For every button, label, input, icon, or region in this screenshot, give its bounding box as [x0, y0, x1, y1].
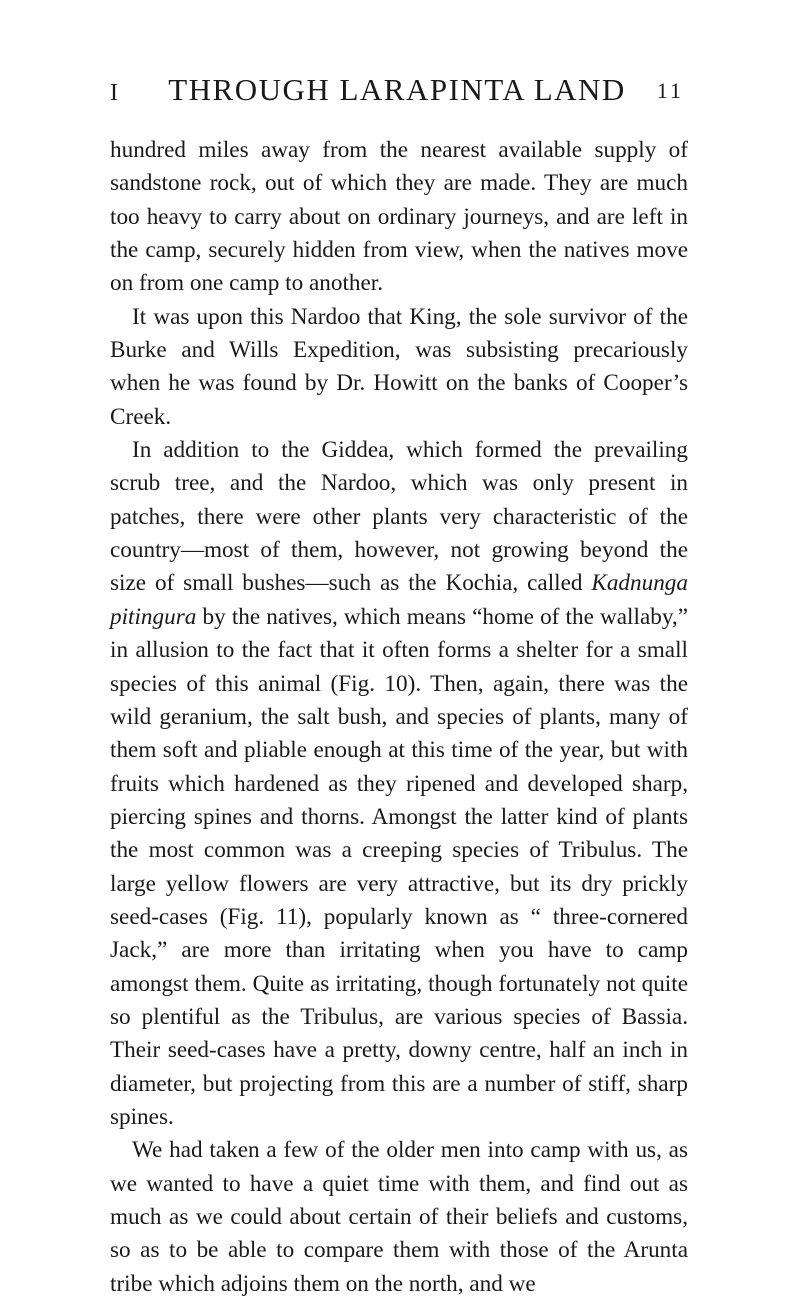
chapter-number: I — [110, 80, 118, 106]
page-number: 11 — [656, 78, 684, 103]
paragraph-2: It was upon this Nardoo that King, the sole survivor of the Burke and Wills Expedition, was subsisting precariously when he was found by Dr. Howitt on the banks of Cooper’s Creek. — [110, 303, 688, 430]
paragraph-4: We had taken a few of the older men into camp with us, as we wanted to have a quiet time with them, and find out as much as we could about certain of their beliefs and customs, so as to be able to compare them with those of the Arunta tribe which adjoins them on the north, and we — [110, 1137, 688, 1297]
running-head — [110, 72, 684, 112]
paragraph-3 — [110, 434, 688, 1134]
paragraph-3-part-2: by the natives, which means “home of the wallaby,” in allusion to the fact that it often forms a shelter for a small species of this animal (Fig. 10). Then, again, there was the wild geranium, the salt bush, and species of plants, many of them soft and pliable enough at this time of the year, but with fruits which hardened as they ripened and developed sharp, piercing spines and thorns. Amongst the latter kind of plants the most common was a creeping species of Tribulus. The large yellow flowers are very attractive, but its dry prickly seed-cases (Fig. 11), popularly known as “ three-cornered Jack,” are more than irritating when you have to camp amongst them. Quite as irritating, though fortunately not quite so plentiful as the Tribulus, are various species of Bassia. Their seed-cases have a pretty, downy centre, half an inch in diameter, but projecting from this are a number of stiff, sharp spines. — [110, 603, 688, 1130]
native-plant-name: Kadnunga pitingura — [110, 570, 688, 630]
paragraph-3-part-1: In addition to the Giddea, which formed the prevailing scrub tree, and the Nardoo, which was only present in patches, there were other plants very characteristic of the country—most of them, however, not growing beyond the size of small bushes—such as the Kochia, called — [110, 437, 688, 597]
running-title: THROUGH LARAPINTA LAND — [168, 72, 626, 107]
body-text — [110, 134, 688, 1301]
paragraph-1: hundred miles away from the nearest available supply of sandstone rock, out of which they are made. They are much too heavy to carry about on ordinary journeys, and are left in the camp, securely hidden from view, when the natives move on from one camp to another. — [110, 137, 688, 297]
